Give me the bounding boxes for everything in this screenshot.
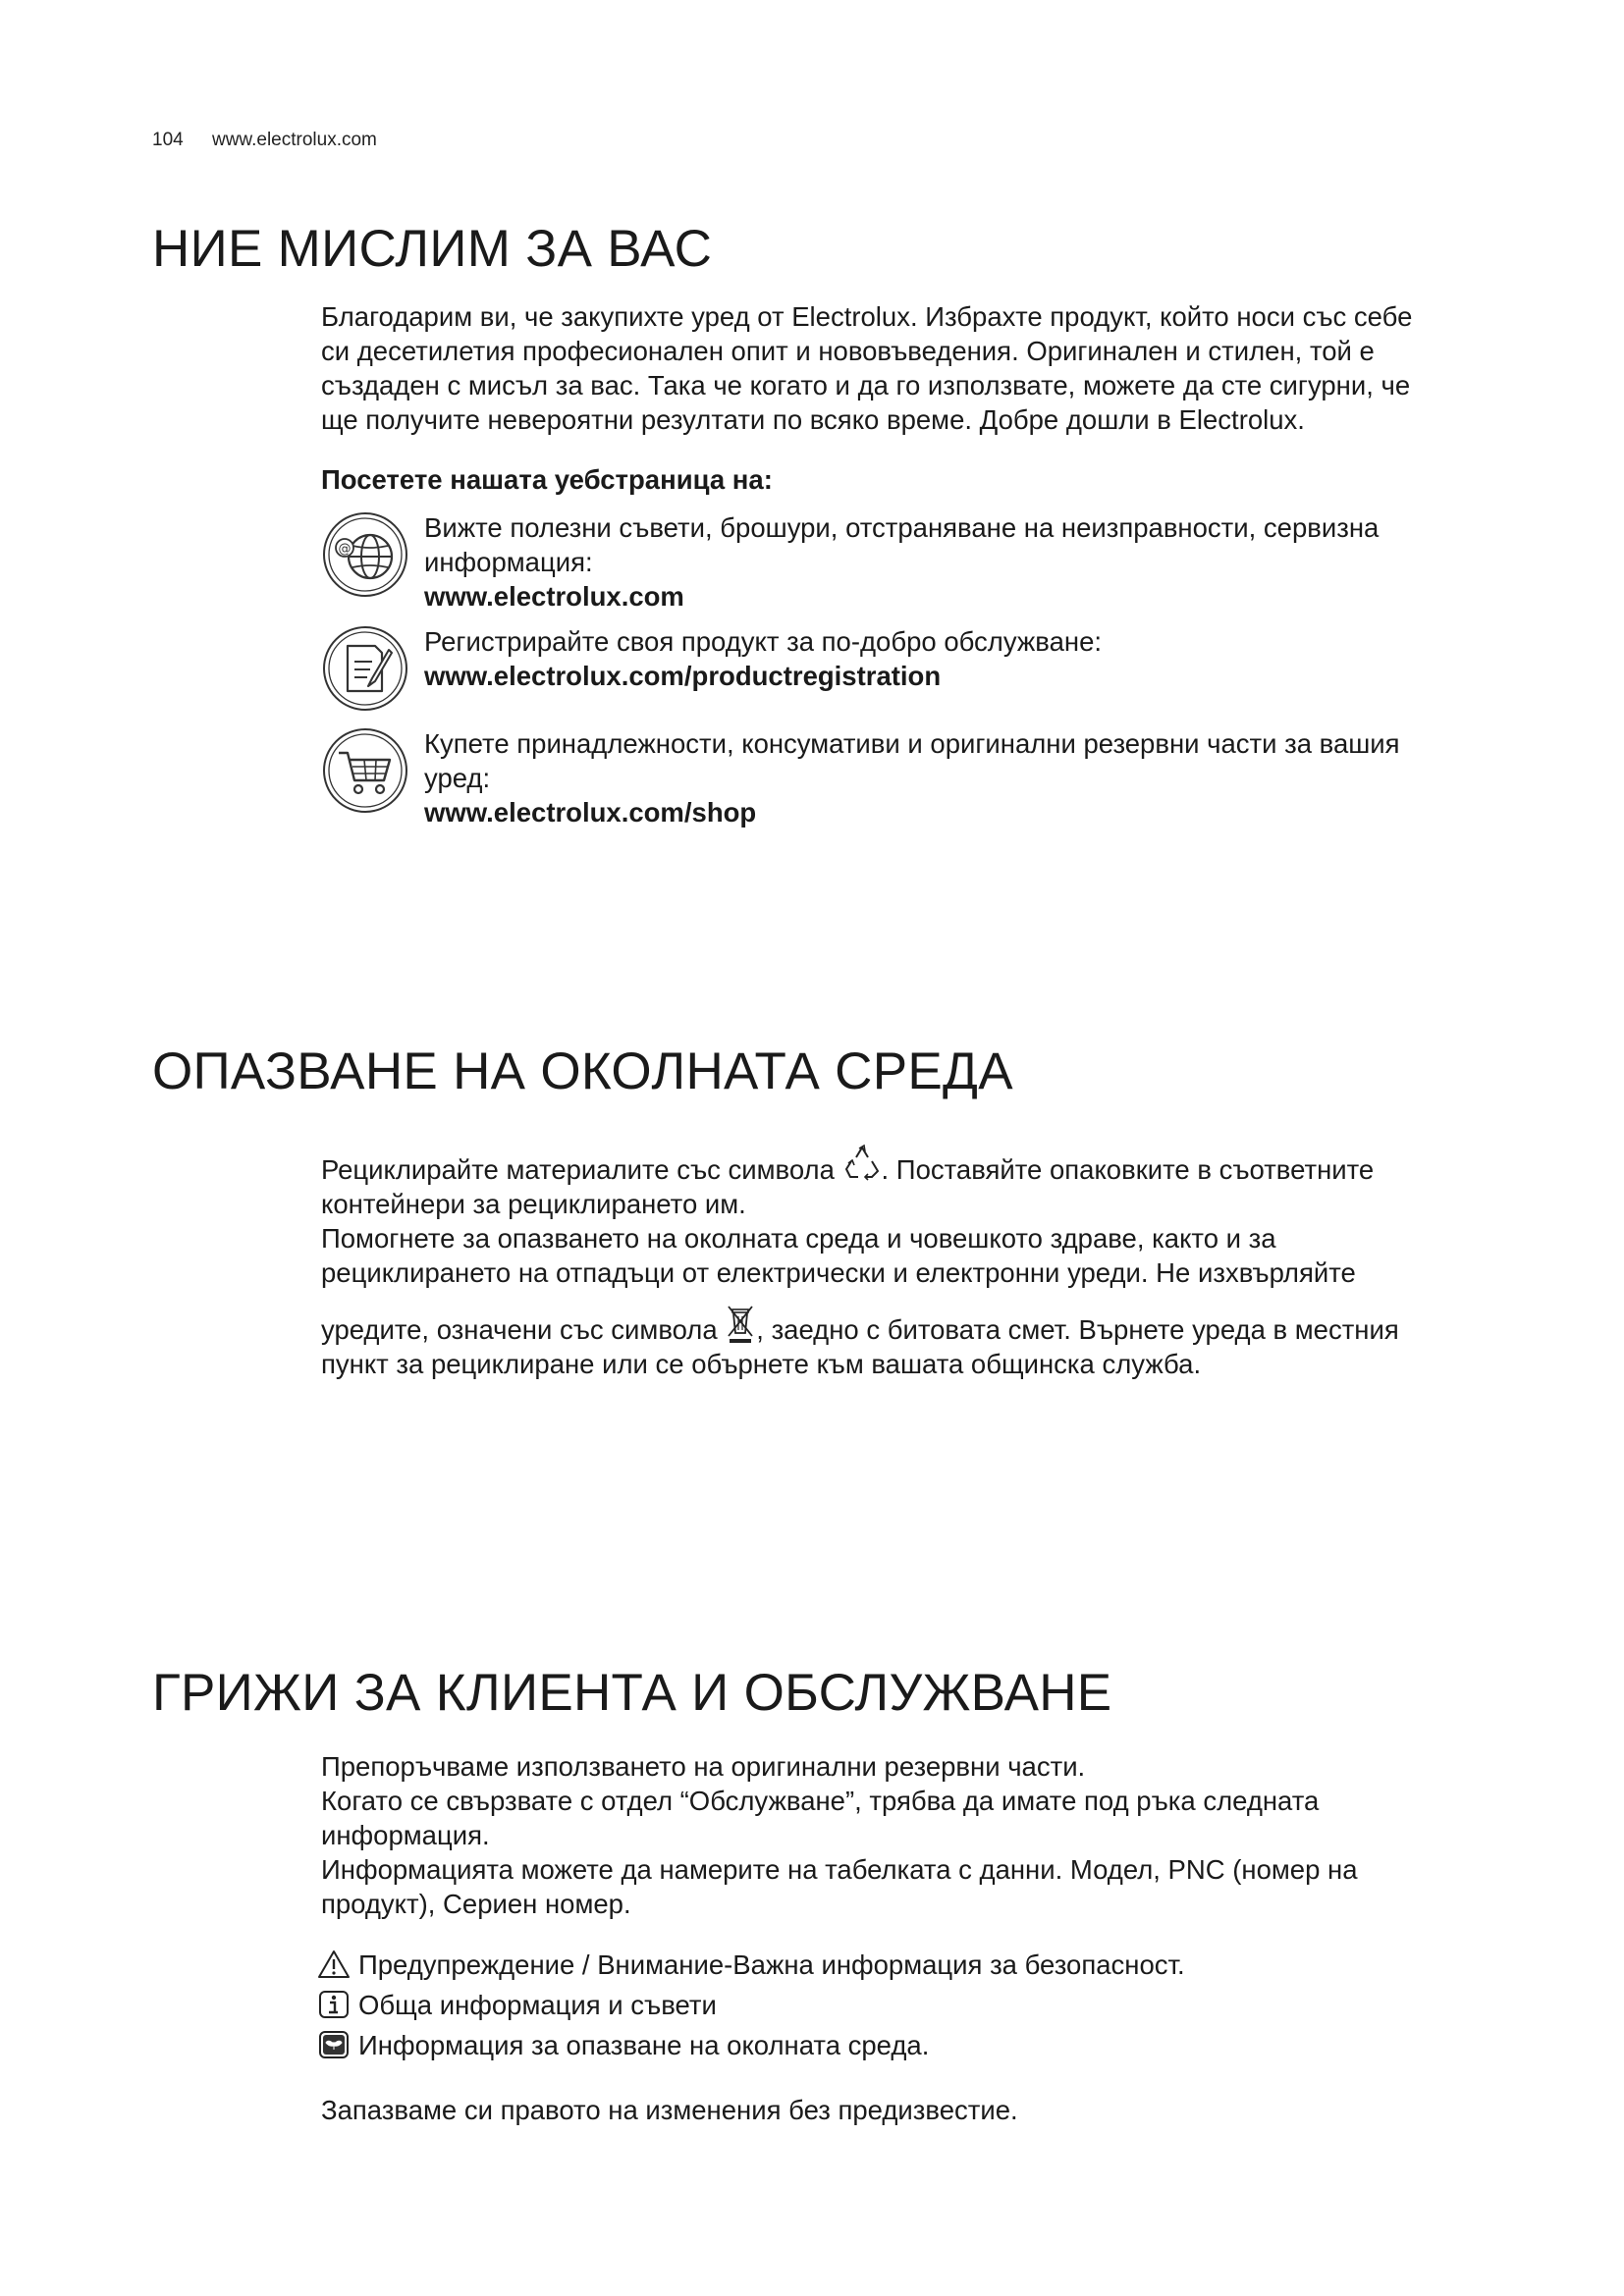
intro-line: Благодарим ви, че закупихте уред от Electrolux. Избрахте продукт, който носи със себе — [321, 301, 1413, 332]
rights-reserved-note: Запазваме си правото на изменения без предизвестие. — [321, 2095, 1018, 2125]
intro-line: си десетилетия професионален опит и нововъведения. Оригинален и стилен, той е — [321, 336, 1375, 366]
page-header — [152, 130, 377, 151]
environment-paragraph: Рециклирайте материалите със символа . Поставяйте опаковките в съответните контейнери за рециклирането им. Помогнете за опазването на околната среда и човешкото здраве, както и за рециклирането на отпадъци от електрически и електронни уреди. Не изхвърляйте уредите, означени със символа , заедно с битовата смет. Върнете уреда в местния пункт за рециклиране или се обърнете към вашата общинска служба. — [321, 1142, 1539, 1381]
intro-line: създаден с мисъл за вас. Така че когато и да го използвате, можете да сте сигурни, че — [321, 370, 1411, 400]
website-link[interactable]: www.electrolux.com — [424, 581, 684, 612]
globe-at-icon — [321, 510, 409, 599]
intro-line: ще получите невероятни резултати по всяко време. Добре дошли в Electrolux. — [321, 404, 1305, 435]
customer-care-paragraph: Препоръчваме използването на оригинални резервни части. Когато се свързвате с отдел “Обслужване”, трябва да имате под ръка следната информация. Информацията можете да намерите на табелката с данни. Модел, PNC (номер на продукт), Сериен номер. — [321, 1751, 1358, 1919]
section-title-environment: ОПАЗВАНЕ НА ОКОЛНАТА СРЕДА — [152, 1042, 1013, 1100]
registration-form-icon — [321, 624, 409, 713]
environment-icon — [317, 2030, 351, 2059]
intro-paragraph — [321, 299, 1539, 437]
legend-environment: Информация за опазване на околната среда. — [317, 2028, 929, 2062]
shop-link[interactable]: www.electrolux.com/shop — [424, 797, 757, 828]
legend-info: Обща информация и съвети — [317, 1988, 717, 2022]
svg-text:@: @ — [338, 542, 352, 557]
link-text: Вижте полезни съвети, брошури, отстраняване на неизправности, сервизна информация: www.electrolux.com — [424, 510, 1543, 614]
header-url[interactable]: www.electrolux.com — [211, 130, 377, 150]
info-icon — [317, 1990, 351, 2019]
link-text: Регистрирайте своя продукт за по-добро обслужване: www.electrolux.com/productregistration — [424, 624, 1543, 693]
link-text: Купете принадлежности, консумативи и оригинални резервни части за вашия уред: www.electrolux.com/shop — [424, 726, 1543, 829]
product-registration-link[interactable]: www.electrolux.com/productregistration — [424, 661, 942, 691]
legend-warning: Предупреждение / Внимание-Важна информация за безопасност. — [317, 1948, 1185, 1982]
crossed-bin-icon — [725, 1304, 756, 1345]
section-title-customer-care: ГРИЖИ ЗА КЛИЕНТА И ОБСЛУЖВАНЕ — [152, 1664, 1112, 1722]
recycle-icon — [842, 1142, 882, 1185]
section-title-thinking-of-you: НИЕ МИСЛИМ ЗА ВАС — [152, 220, 713, 278]
warning-triangle-icon — [317, 1949, 351, 1979]
page-number: 104 — [152, 130, 184, 150]
shopping-cart-icon — [321, 726, 409, 815]
visit-website-label: Посетете нашата уебстраница на: — [321, 464, 773, 495]
